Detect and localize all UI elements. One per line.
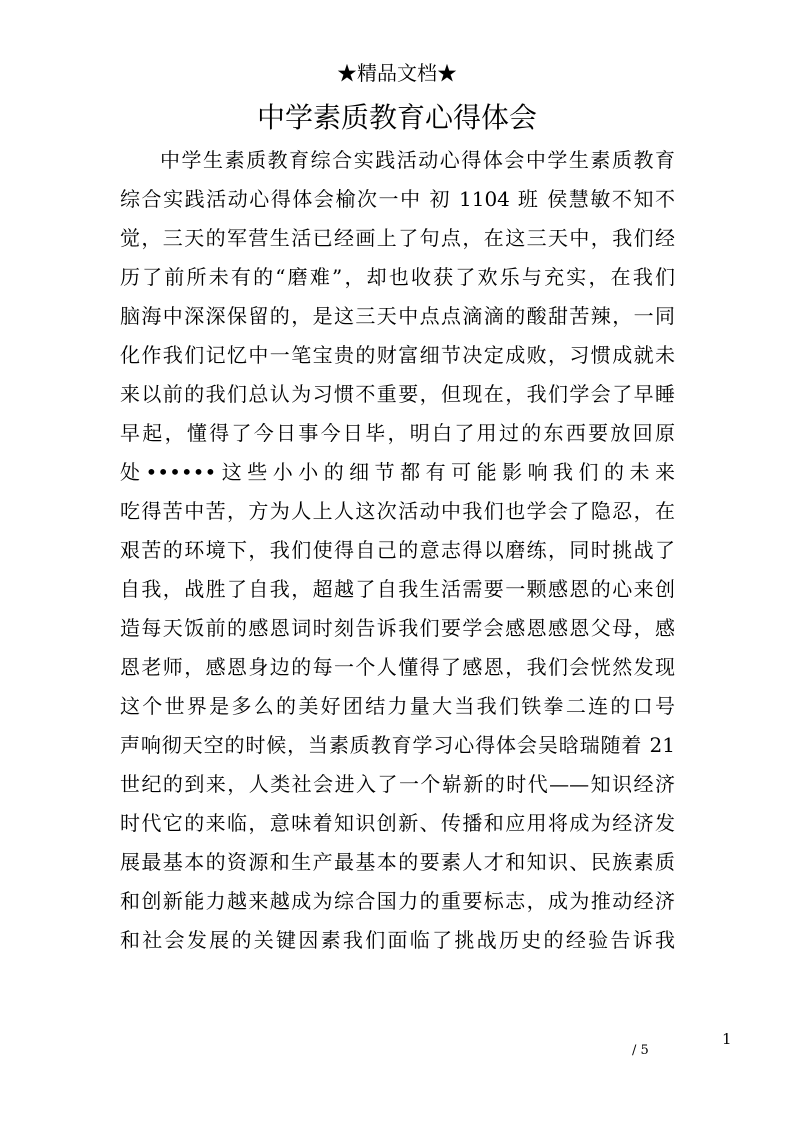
body-line: 处••••••这些小小的细节都有可能影响我们的未来 (120, 460, 675, 484)
body-line: 和社会发展的关键因素我们面临了挑战历史的经验告诉我 (120, 928, 675, 952)
page-total: / 5 (632, 1043, 649, 1058)
body-line: 综合实践活动心得体会榆次一中 初 1104 班 侯慧敏不知不 (120, 187, 675, 211)
body-line: 造每天饭前的感恩词时刻告诉我们要学会感恩感恩父母，感 (120, 616, 675, 640)
body-line: 声响彻天空的时候，当素质教育学习心得体会吴晗瑞随着 21 (120, 733, 675, 757)
body-line: 历了前所未有的“磨难”，却也收获了欢乐与充实，在我们 (120, 265, 675, 289)
body-line: 展最基本的资源和生产最基本的要素人才和知识、民族素质 (120, 850, 675, 874)
body-line: 化作我们记忆中一笔宝贵的财富细节决定成败，习惯成就未 (120, 343, 675, 367)
document-title: 中学素质教育心得体会 (256, 101, 537, 134)
body-line: 觉，三天的军营生活已经画上了句点，在这三天中，我们经 (120, 226, 675, 250)
body-line: 吃得苦中苦，方为人上人这次活动中我们也学会了隐忍，在 (120, 499, 675, 523)
body-line: 和创新能力越来越成为综合国力的重要标志，成为推动经济 (120, 889, 675, 913)
body-line: 这个世界是多么的美好团结力量大当我们铁拳二连的口号 (120, 694, 675, 718)
body-line: 脑海中深深保留的，是这三天中点点滴滴的酸甜苦辣，一同 (120, 304, 675, 328)
body-line: 艰苦的环境下，我们使得自己的意志得以磨练，同时挑战了 (120, 538, 675, 562)
body-line: 恩老师，感恩身边的每一个人懂得了感恩，我们会恍然发现 (120, 655, 675, 679)
body-line: 时代它的来临，意味着知识创新、传播和应用将成为经济发 (120, 811, 675, 835)
document-header-label: ★精品文档★ (337, 61, 457, 85)
body-line: 来以前的我们总认为习惯不重要，但现在，我们学会了早睡 (120, 382, 675, 406)
body-line: 中学生素质教育综合实践活动心得体会中学生素质教育 (160, 148, 675, 172)
document-body (120, 141, 675, 960)
body-line: 世纪的到来，人类社会进入了一个崭新的时代——知识经济 (120, 772, 675, 796)
body-line: 自我，战胜了自我，超越了自我生活需要一颗感恩的心来创 (120, 577, 675, 601)
body-line: 早起，懂得了今日事今日毕，明白了用过的东西要放回原 (120, 421, 675, 445)
page-number: 1 (722, 1030, 732, 1048)
